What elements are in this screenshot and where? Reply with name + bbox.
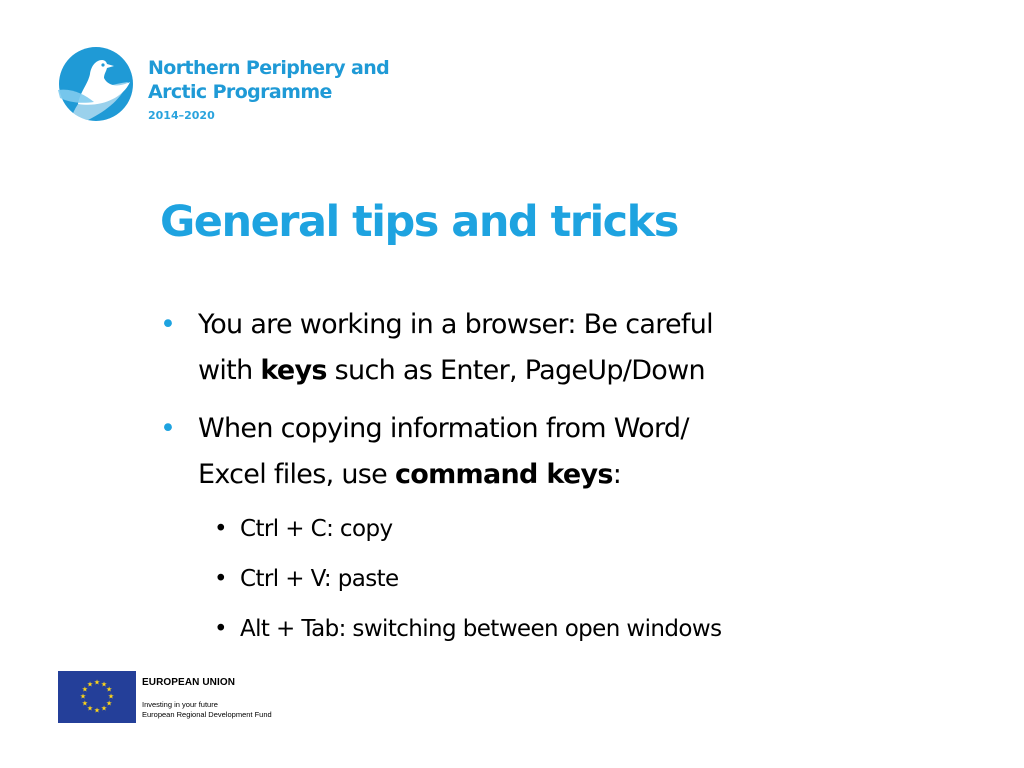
eu-fund-name: European Regional Development Fund [142, 709, 272, 719]
svg-text:★: ★ [100, 704, 108, 713]
svg-text:★: ★ [105, 685, 113, 694]
bullet-text: Excel files, use [198, 459, 395, 490]
svg-text:★: ★ [81, 699, 89, 708]
npa-name-line2: Arctic Programme [148, 81, 332, 103]
svg-text:★: ★ [100, 680, 108, 689]
slide-content [160, 302, 920, 654]
svg-text:★: ★ [81, 685, 89, 694]
svg-text:★: ★ [86, 680, 94, 689]
sub-bullet-text: Ctrl + C: copy [240, 516, 393, 542]
npa-name-line1: Northern Periphery and [148, 57, 390, 79]
slide-title: General tips and tricks [160, 197, 678, 247]
svg-text:★: ★ [107, 692, 115, 701]
svg-text:★: ★ [79, 692, 87, 701]
dove-icon [58, 46, 134, 122]
bullet-emphasis: keys [260, 355, 327, 386]
npa-wordmark [148, 56, 389, 122]
eu-tagline: Investing in your future [142, 700, 218, 709]
sub-bullet-text: Ctrl + V: paste [240, 566, 399, 592]
eu-flag-icon [58, 671, 136, 723]
sub-bullet-dot: • [214, 566, 227, 592]
svg-text:★: ★ [105, 699, 113, 708]
eu-footer [58, 671, 318, 725]
npa-logo [58, 44, 398, 124]
bullet-line: You are working in a browser: Be careful [198, 309, 713, 340]
sub-bullet-item [160, 504, 920, 554]
bullet-emphasis: command keys [394, 459, 613, 490]
bullet-item [160, 406, 920, 498]
sub-bullet-text: Alt + Tab: switching between open windows [240, 616, 722, 642]
sub-bullet-dot: • [214, 616, 227, 642]
bullet-dot: • [160, 309, 176, 340]
sub-bullet-item [160, 604, 920, 654]
bullet-text: such as Enter, PageUp/Down [326, 355, 705, 386]
svg-text:★: ★ [86, 704, 94, 713]
bullet-item [160, 302, 920, 394]
bullet-line [198, 348, 920, 394]
bullet-line [198, 452, 920, 498]
svg-text:★: ★ [93, 706, 101, 715]
bullet-line: When copying information from Word/ [198, 413, 689, 444]
eu-text [142, 677, 272, 719]
sub-bullet-dot: • [214, 516, 227, 542]
bullet-dot: • [160, 413, 176, 444]
bullet-text: : [612, 459, 622, 490]
bullet-text: with [198, 355, 261, 386]
npa-years: 2014–2020 [148, 109, 215, 122]
svg-text:★: ★ [93, 678, 101, 687]
sub-bullet-item [160, 554, 920, 604]
eu-title: EUROPEAN UNION [142, 677, 236, 688]
sub-bullet-list [160, 504, 920, 654]
